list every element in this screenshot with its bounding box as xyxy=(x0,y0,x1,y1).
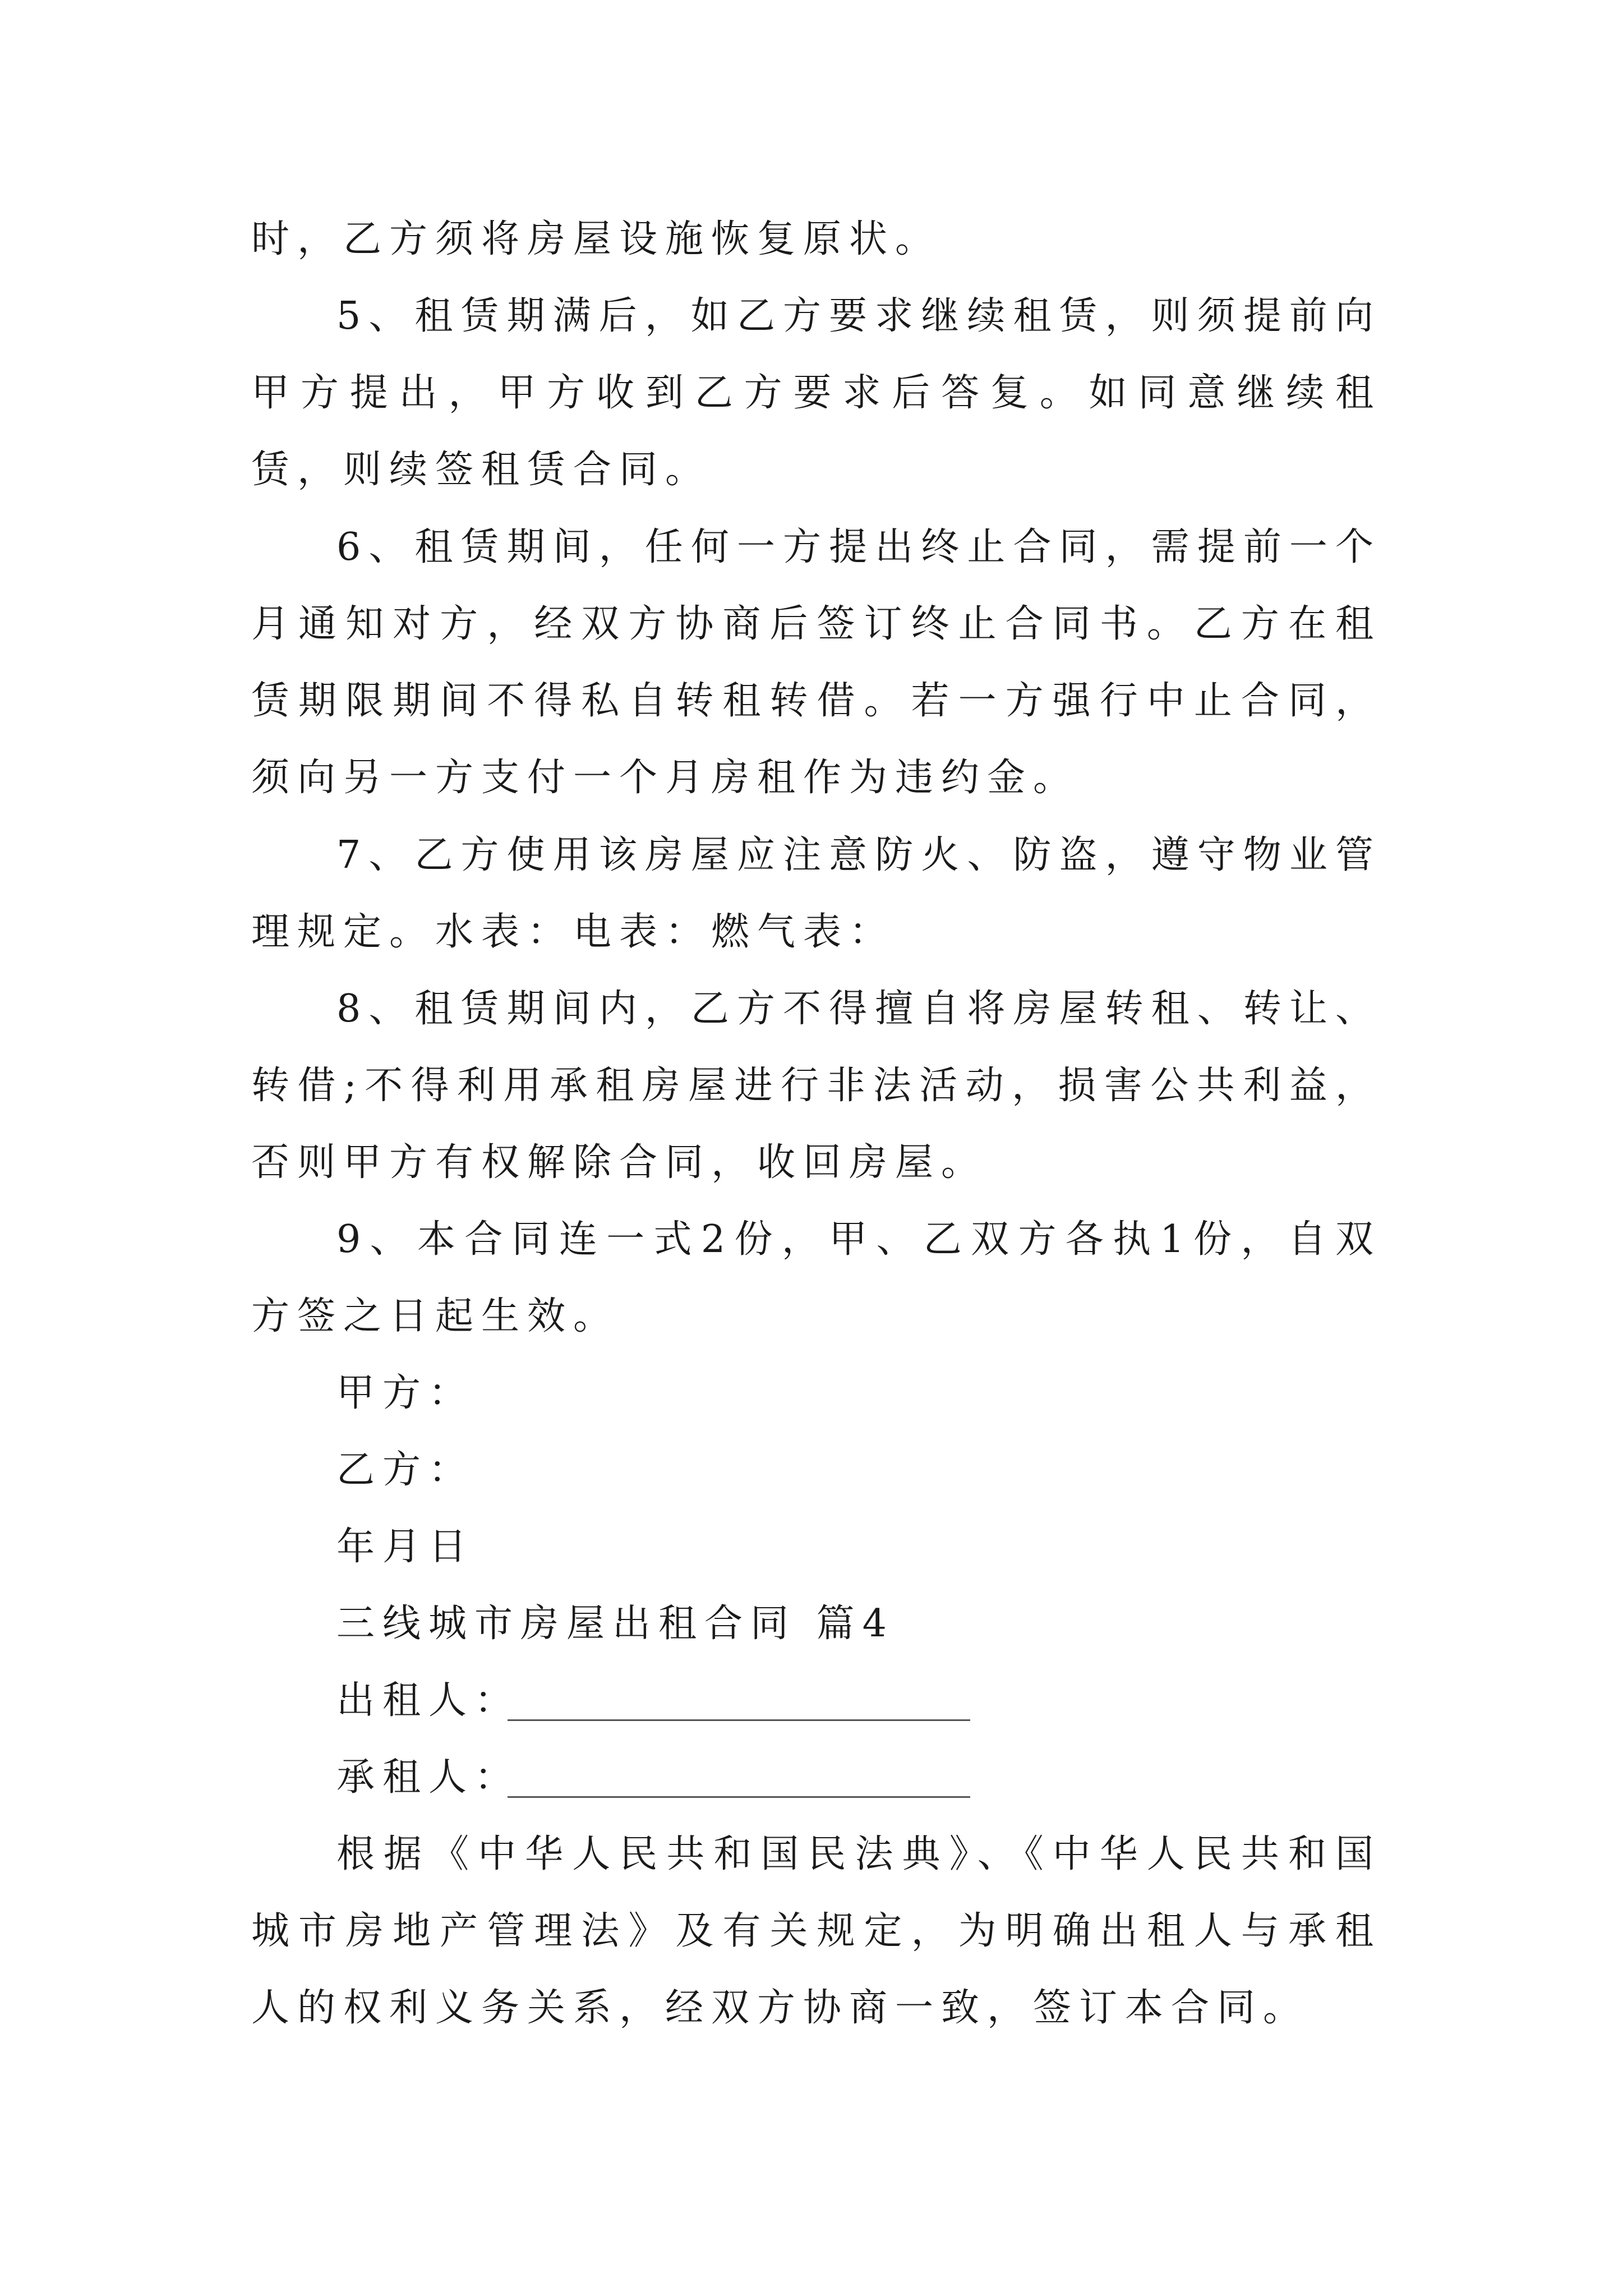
lessor-blank-underline xyxy=(508,1719,970,1721)
clause-6: 6、租赁期间，任何一方提出终止合同，需提前一个月通知对方，经双方协商后签订终止合同书。乙方在租赁期限期间不得私自转租转借。若一方强行中止合同，须向另一方支付一个月房租作为违约金。 xyxy=(251,525,1381,800)
party-b-signature-line: 乙方： xyxy=(336,1448,475,1492)
contract-intro-paragraph: 根据《中华人民共和国民法典》、《中华人民共和国城市房地产管理法》及有关规定，为明确出租人与承租人的权利义务关系，经双方协商一致，签订本合同。 xyxy=(251,1832,1381,2030)
lessee-blank-underline xyxy=(508,1796,970,1798)
lessor-label: 出租人： xyxy=(336,1678,521,1723)
clause-7: 7、乙方使用该房屋应注意防火、防盗，遵守物业管理规定。水表：电表：燃气表： xyxy=(251,833,1381,954)
clause-5: 5、租赁期满后，如乙方要求继续租赁，则须提前向甲方提出，甲方收到乙方要求后答复。如同意继续租赁，则续签租赁合同。 xyxy=(251,294,1381,492)
section-title: 三线城市房屋出租合同 篇4 xyxy=(336,1602,895,1646)
party-a-signature-line: 甲方： xyxy=(336,1371,475,1415)
clause-8: 8、租赁期间内，乙方不得擅自将房屋转租、转让、转借;不得利用承租房屋进行非法活动，损害公共利益，否则甲方有权解除合同，收回房屋。 xyxy=(251,987,1381,1185)
clause-9: 9、本合同连一式2份，甲、乙双方各执1份，自双方签之日起生效。 xyxy=(251,1217,1381,1338)
date-line: 年月日 xyxy=(336,1525,475,1569)
paragraph-continuation: 时，乙方须将房屋设施恢复原状。 xyxy=(251,217,942,261)
lessee-label: 承租人： xyxy=(336,1755,521,1800)
